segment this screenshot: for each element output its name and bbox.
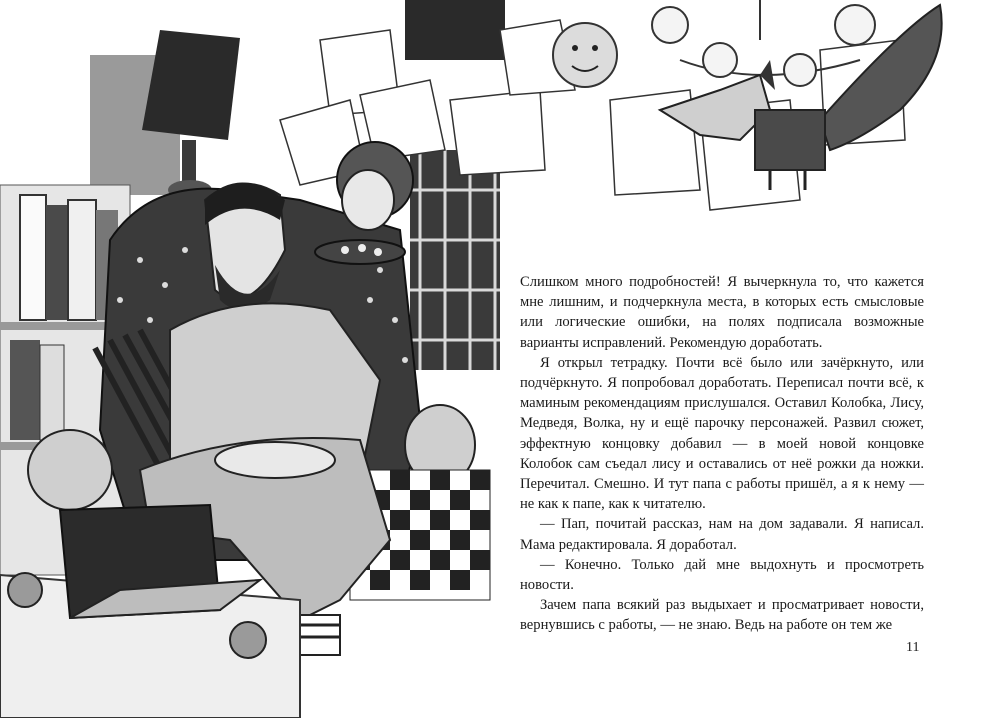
paragraph: — Пап, почитай рассказ, нам на дом задавали. Я написал. Мама редактировала. Я доработал. xyxy=(520,516,924,553)
paragraph: Я открыл тетрадку. Почти всё было или зачёркнуто, или подчёркнуто. Я попробовал доработать. Переписал почти всё, к маминым рекомендациям прислушался. Оставил Колобка, Лису, Медведя, Волка, ну и ещё парочку персонажей. Развил сюжет, эффектную концовку добавил — в моей новой концовке Колобок сам съедал лису и оставались от неё рожки да ножки. Перечитал. Смешно. И тут папа с работы пришёл, а я к нему — не как к папе, как к читателю. xyxy=(520,354,924,513)
body-text xyxy=(520,272,924,636)
paragraph: Слишком много подробностей! Я вычеркнула то, что кажется мне лишним, и подчеркнула места, в которых есть смысловые или логические ошибки, на полях подписала возможные варианты исправлений. Рекомендую доработать. xyxy=(520,274,924,351)
paragraph: Зачем папа всякий раз выдыхает и просматривает новости, вернувшись с работы, — не знаю. Ведь на работе он тем же xyxy=(520,597,924,634)
fox-drawing xyxy=(660,5,942,190)
paragraph: — Конечно. Только дай мне выдохнуть и просмотреть новости. xyxy=(520,556,924,594)
moon-face-drawing xyxy=(553,23,617,87)
page-number: 11 xyxy=(906,640,920,655)
